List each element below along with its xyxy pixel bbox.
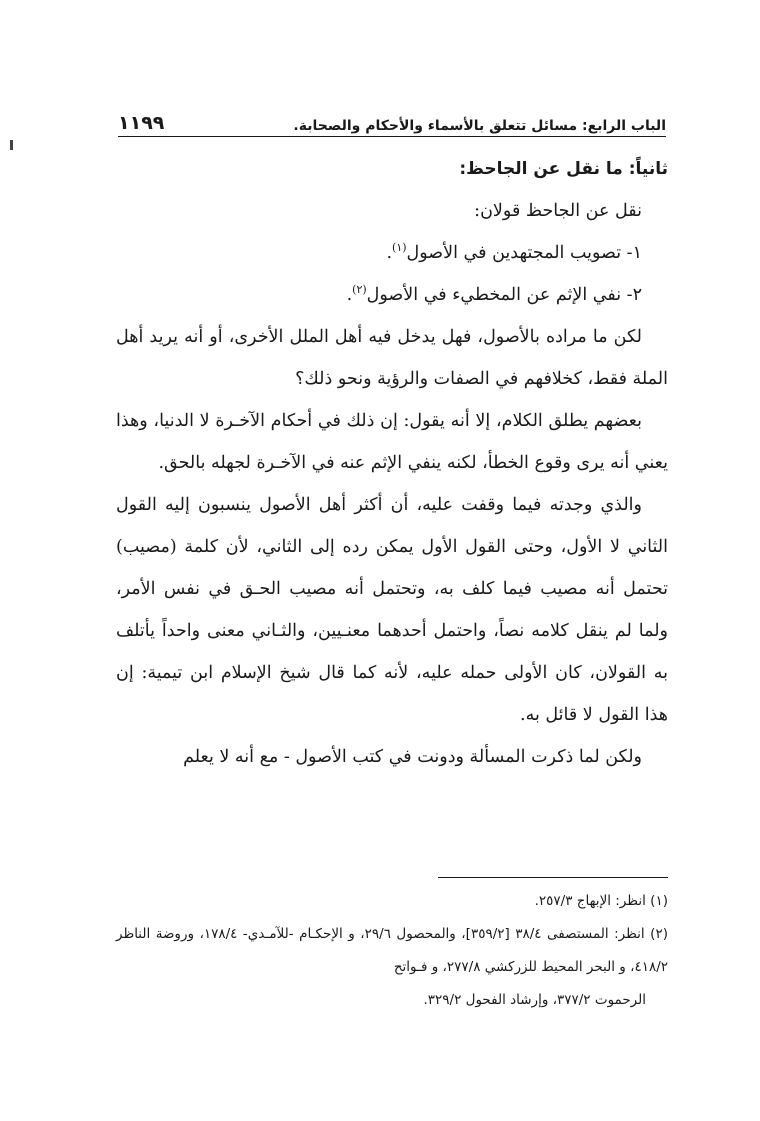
page-number: ١١٩٩ <box>118 112 165 134</box>
footnote-divider <box>438 877 668 878</box>
footnote-2: (٢) انظر: المستصفى ٣٨/٤ [٣٥٩/٢]، والمحصول ٢٩/٦، و الإحكـام -للآمـدي- ١٧٨/٤، وروضة الناظر ٤١٨/٢، و البحر المحيط للزركشي ٢٧٧/٨، و فـواتح <box>116 926 668 975</box>
list-item-1-end: . <box>386 243 393 263</box>
header-divider <box>118 136 666 137</box>
footnote-2-continued: الرحموت ٣٧٧/٢، وإرشاد الفحول ٣٢٩/٢. <box>423 992 646 1008</box>
list-item-1-text: ١- تصويب المجتهدين في الأصول <box>406 243 642 263</box>
list-item-1 <box>116 232 668 274</box>
margin-mark <box>10 140 13 150</box>
footnotes <box>116 885 668 1017</box>
section-heading: ثانياً: ما نقل عن الجاحظ: <box>459 159 668 179</box>
footnote-ref-1[interactable]: (١) <box>392 241 407 255</box>
list-item-2-text: ٢- نفي الإثم عن المخطيء في الأصول <box>366 285 642 305</box>
paragraph-1: لكن ما مراده بالأصول، فهل يدخل فيه أهل الملل الأخرى، أو أنه يريد أهل الملة فقط، كخلافهم في الصفات والرؤية ونحو ذلك؟ <box>116 327 668 389</box>
chapter-title: الباب الرابع: مسائل تتعلق بالأسماء والأحكام والصحابة. <box>293 118 666 134</box>
main-text <box>116 148 668 778</box>
footnote-1: (١) انظر: الإبهاج ٢٥٧/٣. <box>534 893 668 909</box>
running-header <box>118 112 666 134</box>
list-item-2-end: . <box>346 285 353 305</box>
paragraph-4: ولكن لما ذكرت المسألة ودونت في كتب الأصول - مع أنه لا يعلم <box>183 747 642 767</box>
intro-line: نقل عن الجاحظ قولان: <box>474 201 642 221</box>
footnote-ref-2[interactable]: (٢) <box>352 283 367 297</box>
list-item-2 <box>116 274 668 316</box>
paragraph-2: بعضهم يطلق الكلام، إلا أنه يقول: إن ذلك في أحكام الآخـرة لا الدنيا، وهذا يعني أنه يرى وقوع الخطأ، لكنه ينفي الإثم عنه في الآخـرة لجهله بالحق. <box>116 411 668 473</box>
paragraph-3: والذي وجدته فيما وقفت عليه، أن أكثر أهل الأصول ينسبون إليه القول الثاني لا الأول، وحتى القول الأول يمكن رده إلى الثاني، لأن كلمة (مصيب) تحتمل أنه مصيب فيما كلف به، وتحتمل أنه مصيب الحـق في نفس الأمر، ولما لم ينقل كلامه نصاً، واحتمل أحدهما معنـيين، والثـاني معنى واحداً يأتلف به القولان، كان الأولى حمله عليه، لأنه كما قال شيخ الإسلام ابن تيمية: إن هذا القول لا قائل به. <box>116 495 668 725</box>
